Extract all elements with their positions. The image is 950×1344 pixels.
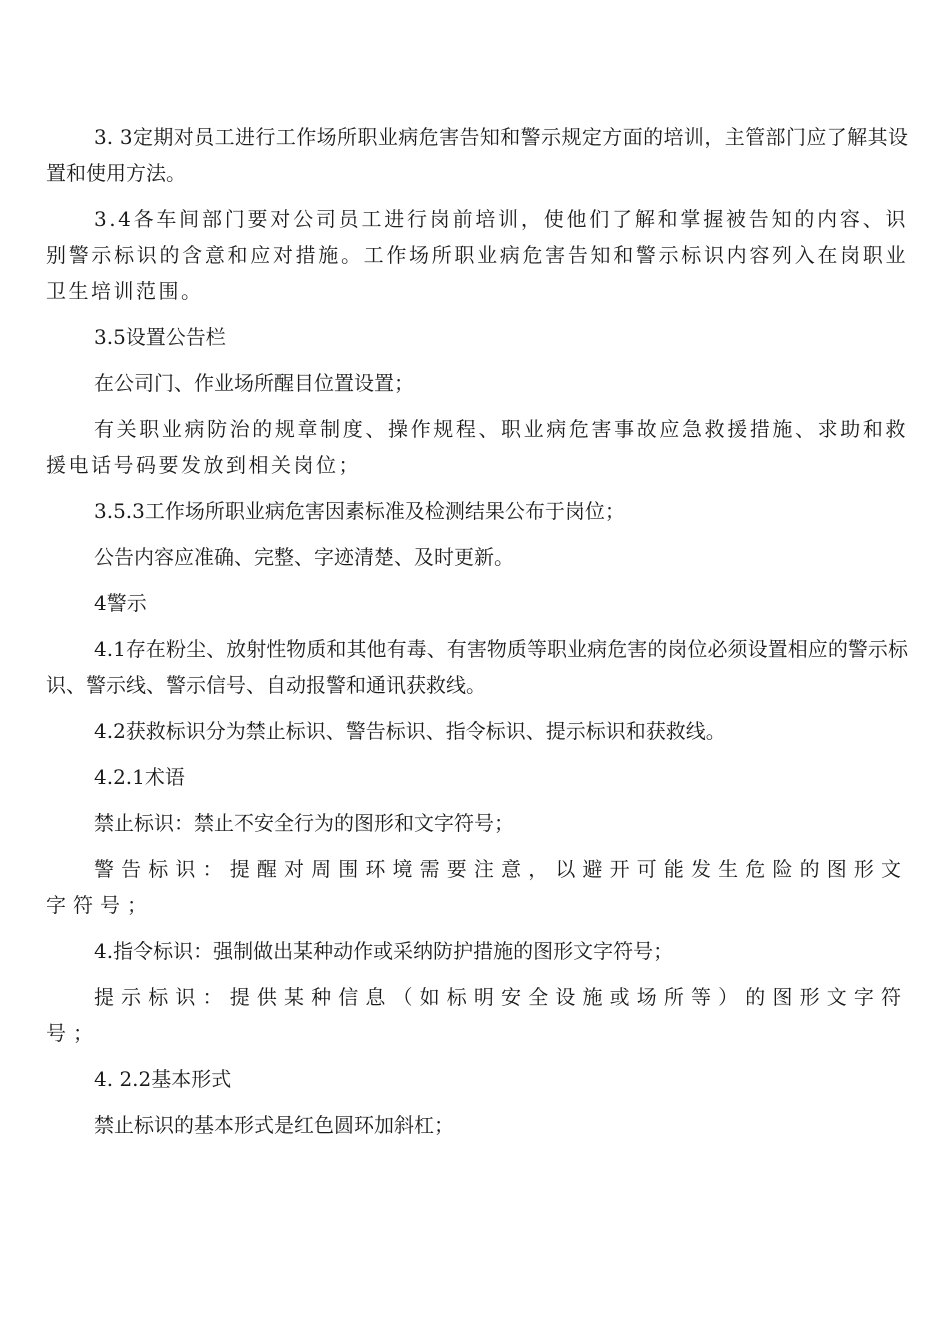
term-instruction-sign: 4.指令标识：强制做出某种动作或采纳防护措施的图形文字符号；	[94, 939, 674, 963]
term-information-sign: 提示标识：提供某种信息（如标明安全设施或场所等）的图形文字符号；	[46, 985, 908, 1045]
paragraph-prohibition-form: 禁止标识的基本形式是红色圆环加斜杠；	[94, 1113, 454, 1137]
paragraph-3-5-heading: 3.5设置公告栏	[94, 325, 226, 349]
section-4-heading: 4警示	[94, 591, 147, 615]
paragraph-bulletin-location: 在公司门、作业场所醒目位置设置；	[94, 371, 414, 395]
paragraph-3-3: 3. 3定期对员工进行工作场所职业病危害告知和警示规定方面的培训，主管部门应了解其设置和使用方法。	[46, 125, 908, 185]
paragraph-bulletin-rules: 有关职业病防治的规章制度、操作规程、职业病危害事故应急救援措施、求助和救援电话号码要发放到相关岗位；	[46, 417, 908, 477]
term-prohibition-sign: 禁止标识：禁止不安全行为的图形和文字符号；	[94, 811, 514, 835]
paragraph-3-5-3: 3.5.3工作场所职业病危害因素标准及检测结果公布于岗位；	[94, 499, 625, 523]
paragraph-4-1: 4.1存在粉尘、放射性物质和其他有毒、有害物质等职业病危害的岗位必须设置相应的警示标识、警示线、警示信号、自动报警和通讯获救线。	[46, 637, 908, 697]
paragraph-bulletin-content: 公告内容应准确、完整、字迹清楚、及时更新。	[94, 545, 514, 569]
paragraph-4-2: 4.2获救标识分为禁止标识、警告标识、指令标识、提示标识和获救线。	[94, 719, 726, 743]
term-warning-sign: 警告标识：提醒对周围环境需要注意，以避开可能发生危险的图形文字符号；	[46, 857, 908, 917]
paragraph-3-4: 3.4各车间部门要对公司员工进行岗前培训，使他们了解和掌握被告知的内容、识别警示标识的含意和应对措施。工作场所职业病危害告知和警示标识内容列入在岗职业卫生培训范围。	[46, 207, 908, 303]
paragraph-4-2-1-heading: 4.2.1术语	[94, 765, 185, 789]
paragraph-4-2-2-heading: 4. 2.2基本形式	[94, 1067, 232, 1091]
